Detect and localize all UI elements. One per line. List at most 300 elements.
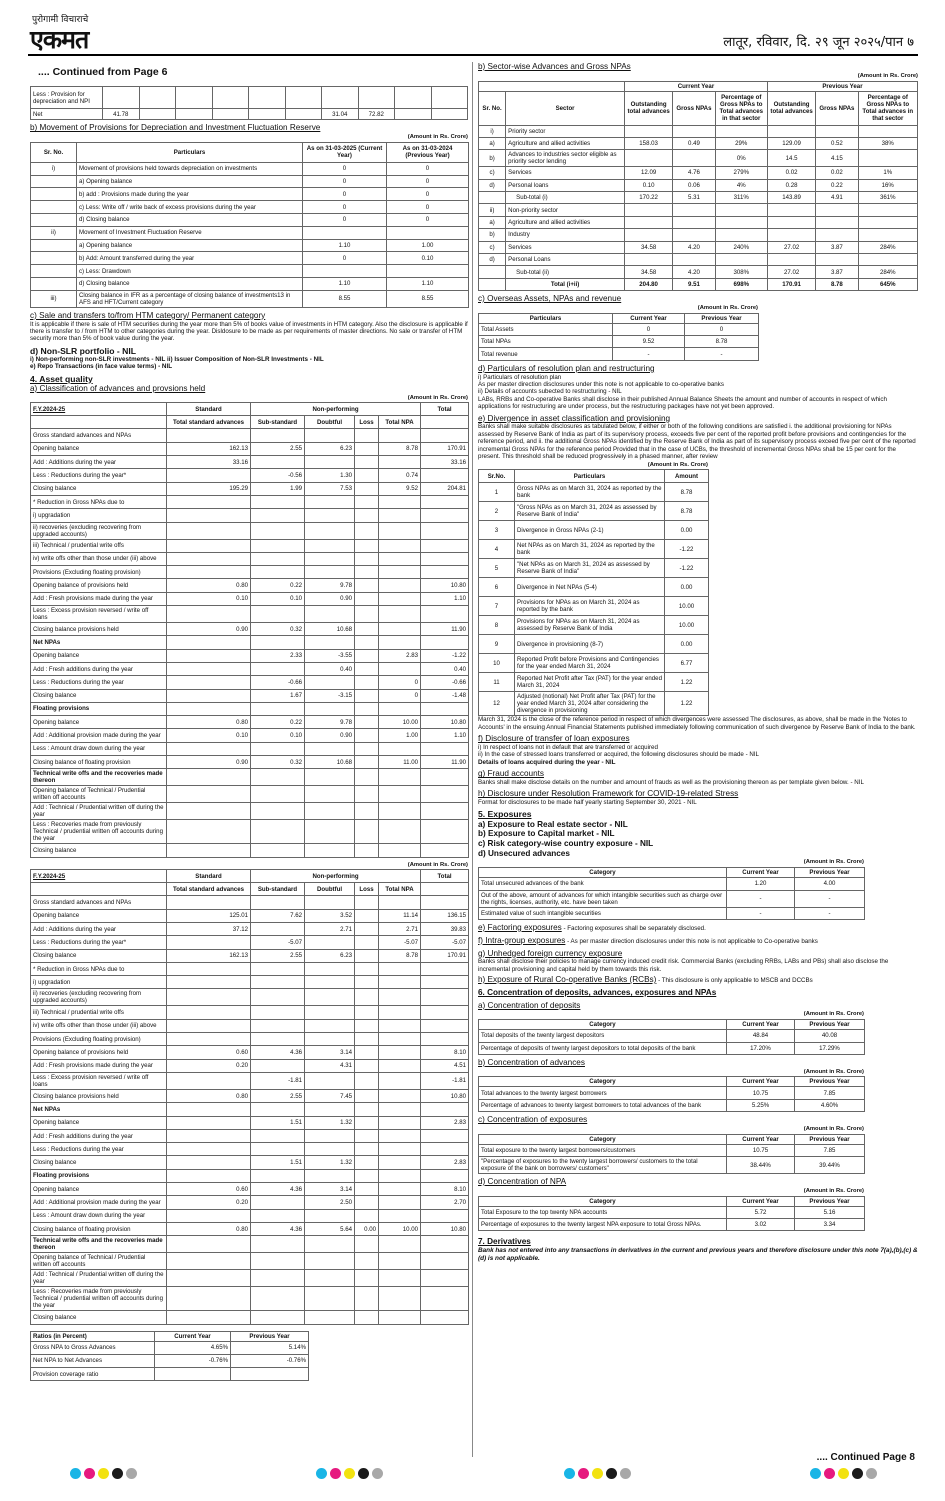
table-row xyxy=(31,803,469,820)
table-row xyxy=(31,592,469,605)
cell xyxy=(379,1006,421,1019)
cell xyxy=(379,896,421,909)
cell: 2 xyxy=(479,502,515,521)
factoring-text: - Factoring exposures shall be separately disclosed. xyxy=(561,924,706,932)
continued-next-label: .... Continued Page 8 xyxy=(816,1452,915,1463)
cell xyxy=(355,949,379,962)
table-row xyxy=(31,1019,469,1032)
cell: 2.83 xyxy=(379,649,421,662)
cell: 311% xyxy=(715,192,767,204)
resolution-text xyxy=(478,374,918,411)
cell: 1.00 xyxy=(387,239,469,252)
cell: 3.34 xyxy=(795,1219,865,1231)
table-row xyxy=(31,636,469,649)
table-row xyxy=(31,989,469,1006)
cell: 0 xyxy=(685,323,759,335)
cell: 1.10 xyxy=(421,592,469,605)
unhedged-heading: g) Unhedged foreign currency exposure xyxy=(478,948,623,958)
table-row xyxy=(479,597,709,616)
cell: 0.10 xyxy=(387,252,469,265)
cell: - xyxy=(795,890,865,907)
column-header: Outstanding total advances xyxy=(767,91,815,125)
cell xyxy=(421,769,469,786)
htm-heading: c) Sale and transfers to/from HTM category/ Permanent category xyxy=(30,310,266,320)
column-header: Category xyxy=(479,868,727,878)
table-row xyxy=(479,1206,865,1218)
cell xyxy=(305,495,355,508)
cell: 0 xyxy=(387,175,469,188)
table-row xyxy=(479,890,865,907)
cell xyxy=(379,1287,421,1311)
cell: 8.55 xyxy=(303,290,387,307)
cell xyxy=(355,1287,379,1311)
cell: 0% xyxy=(715,150,767,167)
cell: 158.03 xyxy=(624,137,672,149)
ratios-table xyxy=(30,1331,309,1382)
cell xyxy=(379,1270,421,1287)
cell: -3.15 xyxy=(305,689,355,702)
row-label: Floating provisions xyxy=(31,1169,167,1182)
cell xyxy=(715,254,767,266)
cell xyxy=(303,265,387,278)
cell xyxy=(379,1033,421,1046)
cell xyxy=(421,1209,469,1222)
cell xyxy=(212,109,249,120)
cell: -0.76% xyxy=(155,1354,231,1367)
header-row xyxy=(479,313,759,323)
cell: 8.10 xyxy=(421,1183,469,1196)
cell xyxy=(305,1209,355,1222)
cell xyxy=(715,204,767,216)
column-header: Ratios (in Percent) xyxy=(31,1331,155,1341)
non-slr-heading: d) Non-SLR portfolio - NIL xyxy=(30,345,136,356)
table-row xyxy=(479,254,918,266)
row-label: iv) write offs other than those under (iii) above xyxy=(31,552,167,565)
cell xyxy=(31,265,77,278)
fraud-text: Banks shall make disclose details on the number and amount of frauds as well as the provisioning thereon as per template given below. - NIL xyxy=(478,778,864,786)
table-row xyxy=(31,1006,469,1019)
cell xyxy=(624,229,672,241)
cell xyxy=(139,87,176,109)
cell xyxy=(421,702,469,715)
sector-amount-note: (Amount in Rs. Crore) xyxy=(857,72,918,79)
cell: 11 xyxy=(479,673,515,692)
cell xyxy=(395,87,432,109)
cell: 2.50 xyxy=(305,1196,355,1209)
cell: 34.58 xyxy=(624,241,672,253)
cell: 308% xyxy=(715,266,767,278)
cell xyxy=(379,429,421,442)
cell xyxy=(858,125,917,137)
particulars-cell: Adjusted (notional) Net Profit after Tax (PAT) for the year ended March 31, 2024 after considering the divergence in provisioning xyxy=(515,692,665,716)
cell xyxy=(167,1156,251,1169)
table-row xyxy=(31,201,469,214)
cell: 34.58 xyxy=(624,266,672,278)
table-row xyxy=(31,162,469,175)
cell xyxy=(305,606,355,623)
cell xyxy=(103,87,140,109)
overseas-heading: c) Overseas Assets, NPAs and revenue xyxy=(478,294,622,304)
row-label: Less : Excess provision reversed / write off loans xyxy=(31,1072,167,1089)
table-row xyxy=(31,844,469,857)
divergence-table xyxy=(478,469,709,716)
cell: b) xyxy=(479,229,506,241)
cell: 0 xyxy=(387,214,469,227)
header-row xyxy=(31,870,469,883)
row-label: Add : Fresh additions during the year xyxy=(31,662,167,675)
cell xyxy=(251,1287,305,1311)
cell xyxy=(231,1368,309,1381)
cell xyxy=(421,1143,469,1156)
cell xyxy=(176,109,213,120)
cell xyxy=(355,689,379,702)
header-row xyxy=(479,91,918,125)
table-row xyxy=(479,1087,865,1099)
cell xyxy=(251,1143,305,1156)
column-divider xyxy=(472,62,473,1457)
cell xyxy=(355,676,379,689)
registration-dot xyxy=(852,1468,863,1479)
cell xyxy=(355,495,379,508)
row-label: Less : Provision for depreciation and NPI xyxy=(31,87,103,109)
cell: d) xyxy=(479,179,506,191)
cell: 72.82 xyxy=(358,109,395,120)
table-row xyxy=(479,278,918,290)
cell xyxy=(322,87,359,109)
masthead-tagline: पुरोगामी विचाराचे xyxy=(32,15,89,25)
row-label: Closing balance of floating provision xyxy=(31,755,167,768)
divergence-amount-note: (Amount in Rs. Crore) xyxy=(647,461,708,468)
cell xyxy=(251,896,305,909)
transfer-text xyxy=(478,744,918,759)
cell: i) xyxy=(31,162,77,175)
cell: 17.29% xyxy=(795,1042,865,1054)
cell xyxy=(379,1156,421,1169)
sector-table xyxy=(478,81,918,292)
row-label: Less : Excess provision reversed / write off loans xyxy=(31,606,167,623)
cell: 3 xyxy=(479,521,515,540)
cell: 0.40 xyxy=(421,662,469,675)
rcb-text: - This disclosure is only applicable to MSCB and DCCBs xyxy=(656,977,813,985)
particulars-cell: a) Opening balance xyxy=(77,175,303,188)
cell xyxy=(167,989,251,1006)
cell xyxy=(767,216,815,228)
particulars-cell: Closing balance in IFR as a percentage of closing balance of investments13 in AFS and HFT/Current category xyxy=(77,290,303,307)
cell: 136.15 xyxy=(421,909,469,922)
cell: 0 xyxy=(613,323,685,335)
row-label: Closing balance of floating provision xyxy=(31,1222,167,1235)
table-row xyxy=(31,923,469,936)
cell: 0.00 xyxy=(665,578,709,597)
cell xyxy=(355,1196,379,1209)
exposure-line: d) Unsecured advances xyxy=(478,848,570,858)
column-header: Current Year xyxy=(727,1196,795,1206)
row-label: Opening balance xyxy=(31,649,167,662)
cell xyxy=(355,636,379,649)
cell xyxy=(167,976,251,989)
cell: 1.22 xyxy=(665,692,709,716)
cell xyxy=(421,509,469,522)
row-label: Technical write offs and the recoveries made thereon xyxy=(31,769,167,786)
cell: 5 xyxy=(479,559,515,578)
cell: 4.00 xyxy=(795,878,865,890)
particulars-cell: "Gross NPAs as on March 31, 2024 as assessed by Reserve Bank of India" xyxy=(515,502,665,521)
cell: 9.51 xyxy=(673,278,715,290)
cell xyxy=(421,1033,469,1046)
registration-marks-4 xyxy=(810,1468,877,1480)
intragroup-label: f) Intra-group exposures xyxy=(478,935,566,945)
resolution-line: LABs, RRBs and Co-operative Banks shall disclose in their published Annual Balance Sheets the amount and number of accounts in respect of which applications for restructuring are under process, but the restructuring packages have not yet been approved. xyxy=(478,395,887,411)
cell xyxy=(167,1253,251,1270)
table-row xyxy=(31,1253,469,1270)
cell xyxy=(379,962,421,975)
cell xyxy=(379,1103,421,1116)
cell: 0.22 xyxy=(251,716,305,729)
cell xyxy=(379,1019,421,1032)
cell xyxy=(305,566,355,579)
cell xyxy=(167,676,251,689)
transfer-heading: f) Disclosure of transfer of loan exposures xyxy=(478,734,630,744)
cell xyxy=(251,1019,305,1032)
cell xyxy=(305,1287,355,1311)
cell xyxy=(167,820,251,844)
table-row xyxy=(31,1103,469,1116)
cell: 0.80 xyxy=(167,579,251,592)
cell xyxy=(285,109,322,120)
cell: 0.28 xyxy=(767,179,815,191)
cell xyxy=(251,429,305,442)
cell xyxy=(251,962,305,975)
cell: 5.16 xyxy=(795,1206,865,1218)
cell: 0.32 xyxy=(251,623,305,636)
column-header: Previous Year xyxy=(795,1020,865,1030)
table-row xyxy=(31,962,469,975)
cell xyxy=(816,216,858,228)
table-row xyxy=(479,692,709,716)
cell: 0.10 xyxy=(167,729,251,742)
cell xyxy=(431,87,468,109)
cell xyxy=(421,495,469,508)
table-row xyxy=(31,252,469,265)
right-column xyxy=(478,62,918,1262)
cell xyxy=(355,769,379,786)
row-label: Add : Fresh provisions made during the year xyxy=(31,592,167,605)
cell: 204.81 xyxy=(421,482,469,495)
cell: 0.22 xyxy=(816,179,858,191)
table-row xyxy=(31,579,469,592)
cell xyxy=(379,976,421,989)
cell xyxy=(858,216,917,228)
cell xyxy=(355,729,379,742)
cell: 143.89 xyxy=(767,192,815,204)
table-row xyxy=(479,323,759,335)
cell xyxy=(673,229,715,241)
cell xyxy=(167,1236,251,1253)
cell xyxy=(251,1033,305,1046)
column-header: Particulars xyxy=(77,142,303,162)
column-header: Total standard advances xyxy=(167,883,251,896)
cell xyxy=(251,1059,305,1072)
column-header xyxy=(31,883,167,896)
cell: 9.78 xyxy=(305,716,355,729)
cell xyxy=(355,1006,379,1019)
cell xyxy=(379,1196,421,1209)
cell xyxy=(379,592,421,605)
cell xyxy=(305,676,355,689)
unsecured-amount-note: (Amount in Rs. Crore) xyxy=(803,859,864,866)
cell: 2.83 xyxy=(421,1156,469,1169)
cell xyxy=(251,1196,305,1209)
cell: iii) xyxy=(31,290,77,307)
cell xyxy=(305,844,355,857)
table-row xyxy=(31,689,469,702)
sector-label: Personal loans xyxy=(506,179,625,191)
cell: 11.90 xyxy=(421,755,469,768)
row-label: Estimated value of such intangible securities xyxy=(479,907,727,919)
cell xyxy=(355,1209,379,1222)
cell: 0.06 xyxy=(673,179,715,191)
cell: 5.14% xyxy=(231,1341,309,1354)
cell xyxy=(355,429,379,442)
cell: 1.10 xyxy=(303,278,387,291)
table-row xyxy=(479,559,709,578)
conc-exposures-heading: c) Concentration of exposures xyxy=(478,1115,588,1125)
row-label: Opening balance xyxy=(31,1183,167,1196)
cell: -5.07 xyxy=(379,936,421,949)
cell: 10.00 xyxy=(665,616,709,635)
table-row xyxy=(31,742,469,755)
cell xyxy=(355,1253,379,1270)
cell xyxy=(305,769,355,786)
cell: 1.22 xyxy=(665,673,709,692)
registration-dot xyxy=(592,1468,603,1479)
cell: 0.10 xyxy=(251,592,305,605)
cell xyxy=(251,566,305,579)
column-header: Previous Year xyxy=(795,1134,865,1144)
cell xyxy=(421,962,469,975)
cell xyxy=(355,662,379,675)
cell xyxy=(305,1019,355,1032)
cell: 1.10 xyxy=(387,278,469,291)
table-row xyxy=(31,1209,469,1222)
cell: 2.83 xyxy=(421,1116,469,1129)
cell xyxy=(251,1129,305,1142)
cell: 6 xyxy=(479,578,515,597)
table-row xyxy=(479,137,918,149)
column-header xyxy=(421,416,469,429)
cell: 14.5 xyxy=(767,150,815,167)
cell xyxy=(355,702,379,715)
cell xyxy=(355,755,379,768)
cell xyxy=(355,1156,379,1169)
cell: 4.51 xyxy=(421,1059,469,1072)
cell: 8 xyxy=(479,616,515,635)
cell xyxy=(379,742,421,755)
table-row xyxy=(31,1156,469,1169)
cell xyxy=(251,1103,305,1116)
table-row xyxy=(31,522,469,539)
row-label: Less : Recoveries made from previously Technical / prudential written off accounts during the year xyxy=(31,1287,167,1311)
column-header: Doubtful xyxy=(305,883,355,896)
cell xyxy=(379,509,421,522)
particulars-cell: b) Add: Amount transferred during the year xyxy=(77,252,303,265)
cell: 17.20% xyxy=(727,1042,795,1054)
cell xyxy=(767,125,815,137)
cell xyxy=(379,1072,421,1089)
cell xyxy=(355,592,379,605)
row-label: Closing balance xyxy=(31,1156,167,1169)
cell xyxy=(167,769,251,786)
cell xyxy=(379,1129,421,1142)
cell xyxy=(251,769,305,786)
sector-label: Non-priority sector xyxy=(506,204,625,216)
resolution-line: ii) Details of accounts subected to restructuring - NIL xyxy=(478,388,622,396)
cell xyxy=(355,1183,379,1196)
cell xyxy=(251,539,305,552)
cell xyxy=(355,989,379,1006)
particulars-cell: a) Opening balance xyxy=(77,239,303,252)
row-label: Net xyxy=(31,109,103,120)
cell: 4.91 xyxy=(816,192,858,204)
left-column xyxy=(30,62,468,1381)
column-header: F.Y.2024-25 xyxy=(31,403,167,416)
cell xyxy=(355,1236,379,1253)
column-header xyxy=(31,416,167,429)
cell: 162.13 xyxy=(167,949,251,962)
cell: 0 xyxy=(379,689,421,702)
table-row xyxy=(31,1368,309,1381)
table-row xyxy=(479,673,709,692)
row-label: Add : Fresh additions during the year xyxy=(31,1129,167,1142)
cell xyxy=(167,1287,251,1311)
cell xyxy=(31,201,77,214)
cell: 1.51 xyxy=(251,1156,305,1169)
cell xyxy=(305,522,355,539)
cell xyxy=(251,662,305,675)
column-header: Sub-standard xyxy=(251,416,305,429)
cell xyxy=(305,962,355,975)
cell xyxy=(379,623,421,636)
cell: 0 xyxy=(379,676,421,689)
cell xyxy=(167,1143,251,1156)
divergence-text: Banks shall make suitable disclosures as tabulated below, if either or both of the following conditions are satisfied i. the additional provisioning for NPAs assessed by Reserve Bank of India as part of its supervisory process, exceeds five per cent of the reported profit before provisions and contingencies for the reference period, and ii. the additional Gross NPAs identified by the Reserve Bank of India as part of its supervisory process exceed five per cent of the reported incremental Gross NPAs for the reference period Provided that in the case of UCBs, the threshold of incremental Gross NPAs shall be 15 per cent for the present. This threshold shall be reduced progressively in a phased manner, after review xyxy=(478,423,916,461)
cell: 9.52 xyxy=(613,336,685,348)
row-label: * Reduction in Gross NPAs due to xyxy=(31,495,167,508)
conc-npa-amount-note: (Amount in Rs. Crore) xyxy=(803,1187,864,1194)
table-row xyxy=(479,1219,865,1231)
asset-quality-subheading: a) Classification of advances and provsions held xyxy=(30,383,206,393)
conc-advances-table xyxy=(478,1076,865,1112)
cell xyxy=(355,962,379,975)
table-row xyxy=(31,442,469,455)
column-header: Non-performing xyxy=(251,870,421,883)
cell xyxy=(379,456,421,469)
cell: 38.44% xyxy=(727,1157,795,1174)
cell xyxy=(379,1209,421,1222)
header-row xyxy=(479,1020,865,1030)
cell: 0.74 xyxy=(379,469,421,482)
cell xyxy=(379,539,421,552)
cell: 1.99 xyxy=(251,482,305,495)
row-label: Closing balance xyxy=(31,844,167,857)
cell: - xyxy=(727,890,795,907)
column-header: Percentage of Gross NPAs to Total advances in that sector xyxy=(858,91,917,125)
cell xyxy=(167,469,251,482)
cell xyxy=(167,522,251,539)
cell xyxy=(355,976,379,989)
cell: -1.22 xyxy=(665,559,709,578)
registration-dot xyxy=(316,1468,327,1479)
